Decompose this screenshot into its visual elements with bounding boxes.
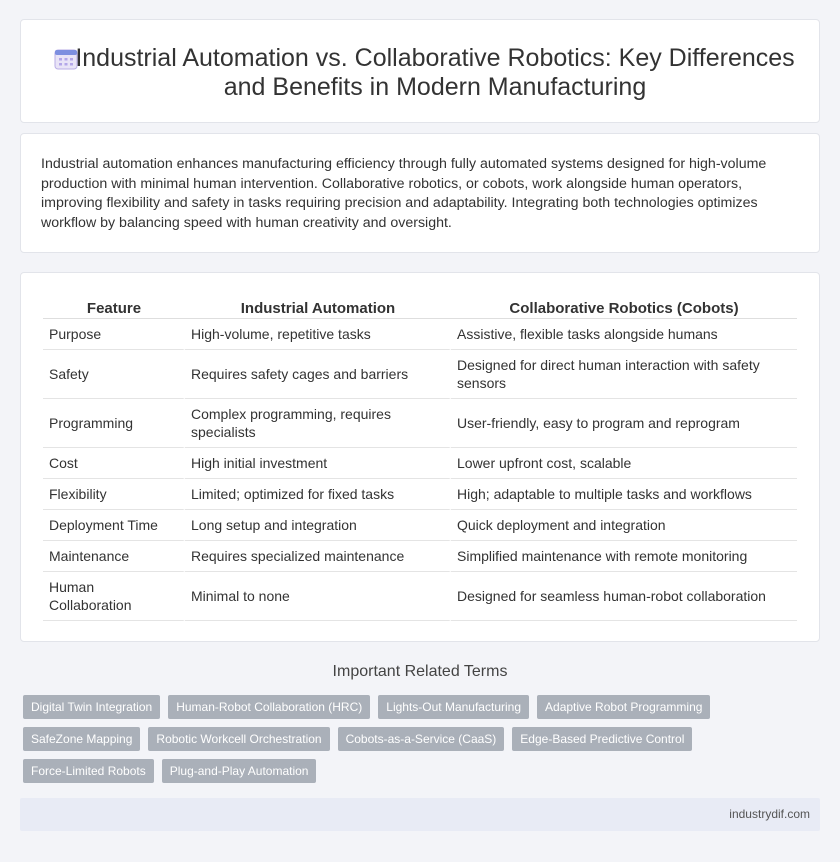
- page-title: Industrial Automation vs. Collaborative Robotics: Key Differences and Benefits in Modern Manufacturing: [75, 44, 795, 101]
- table-cell: Cost: [43, 448, 185, 479]
- term-tag-robotic-workcell-orchestration[interactable]: Robotic Workcell Orchestration: [148, 727, 329, 751]
- term-tag-human-robot-collaboration[interactable]: Human-Robot Collaboration (HRC): [168, 695, 370, 719]
- intro-card: [20, 133, 820, 253]
- term-tag-edge-based-predictive-control[interactable]: Edge-Based Predictive Control: [512, 727, 692, 751]
- header-collaborative-robotics: Collaborative Robotics (Cobots): [451, 297, 797, 319]
- term-tag-digital-twin-integration[interactable]: Digital Twin Integration: [23, 695, 160, 719]
- intro-paragraph: Industrial automation enhances manufacturing efficiency through fully automated systems designed for high-volume production with minimal human intervention. Collaborative robotics, or cobots, work alongside human operators, improving flexibility and safety in tasks requiring precision and adaptability. Integrating both technologies optimizes workflow by balancing speed with human creativity and oversight.: [41, 156, 767, 231]
- table-cell: Human Collaboration: [43, 572, 185, 621]
- table-cell: Designed for direct human interaction with safety sensors: [451, 350, 797, 399]
- table-cell: High initial investment: [185, 448, 451, 479]
- table-cell: Limited; optimized for fixed tasks: [185, 479, 451, 510]
- table-cell: Programming: [43, 399, 185, 448]
- table-cell: Maintenance: [43, 541, 185, 572]
- table-cell: High-volume, repetitive tasks: [185, 319, 451, 350]
- related-terms-list: [23, 695, 823, 783]
- table-row: [43, 479, 797, 510]
- comparison-table: [43, 297, 797, 621]
- term-tag-plug-and-play-automation[interactable]: Plug-and-Play Automation: [162, 759, 317, 783]
- table-row: [43, 541, 797, 572]
- table-cell: Quick deployment and integration: [451, 510, 797, 541]
- table-cell: Deployment Time: [43, 510, 185, 541]
- table-row: [43, 319, 797, 350]
- table-row: [43, 572, 797, 621]
- table-row: [43, 350, 797, 399]
- title-card: [20, 19, 820, 123]
- table-cell: User-friendly, easy to program and reprogram: [451, 399, 797, 448]
- header-feature: Feature: [43, 297, 185, 319]
- table-row: [43, 510, 797, 541]
- table-cell: Simplified maintenance with remote monitoring: [451, 541, 797, 572]
- table-row: [43, 399, 797, 448]
- table-cell: High; adaptable to multiple tasks and workflows: [451, 479, 797, 510]
- term-tag-adaptive-robot-programming[interactable]: Adaptive Robot Programming: [537, 695, 710, 719]
- related-terms-heading: Important Related Terms: [332, 663, 508, 680]
- table-cell: Complex programming, requires specialists: [185, 399, 451, 448]
- table-cell: Assistive, flexible tasks alongside humans: [451, 319, 797, 350]
- table-header-row: [43, 297, 797, 319]
- term-tag-lights-out-manufacturing[interactable]: Lights-Out Manufacturing: [378, 695, 529, 719]
- table-cell: Minimal to none: [185, 572, 451, 621]
- table-cell: Requires safety cages and barriers: [185, 350, 451, 399]
- header-industrial-automation: Industrial Automation: [185, 297, 451, 319]
- comparison-table-card: [20, 272, 820, 642]
- table-cell: Lower upfront cost, scalable: [451, 448, 797, 479]
- table-cell: Flexibility: [43, 479, 185, 510]
- table-row: [43, 448, 797, 479]
- term-tag-safezone-mapping[interactable]: SafeZone Mapping: [23, 727, 140, 751]
- footer: [20, 798, 820, 831]
- table-cell: Designed for seamless human-robot collaboration: [451, 572, 797, 621]
- footer-site-link[interactable]: industrydif.com: [729, 807, 810, 821]
- table-cell: Purpose: [43, 319, 185, 350]
- term-tag-force-limited-robots[interactable]: Force-Limited Robots: [23, 759, 154, 783]
- term-tag-cobots-as-a-service[interactable]: Cobots-as-a-Service (CaaS): [338, 727, 505, 751]
- table-cell: Long setup and integration: [185, 510, 451, 541]
- table-cell: Requires specialized maintenance: [185, 541, 451, 572]
- table-cell: Safety: [43, 350, 185, 399]
